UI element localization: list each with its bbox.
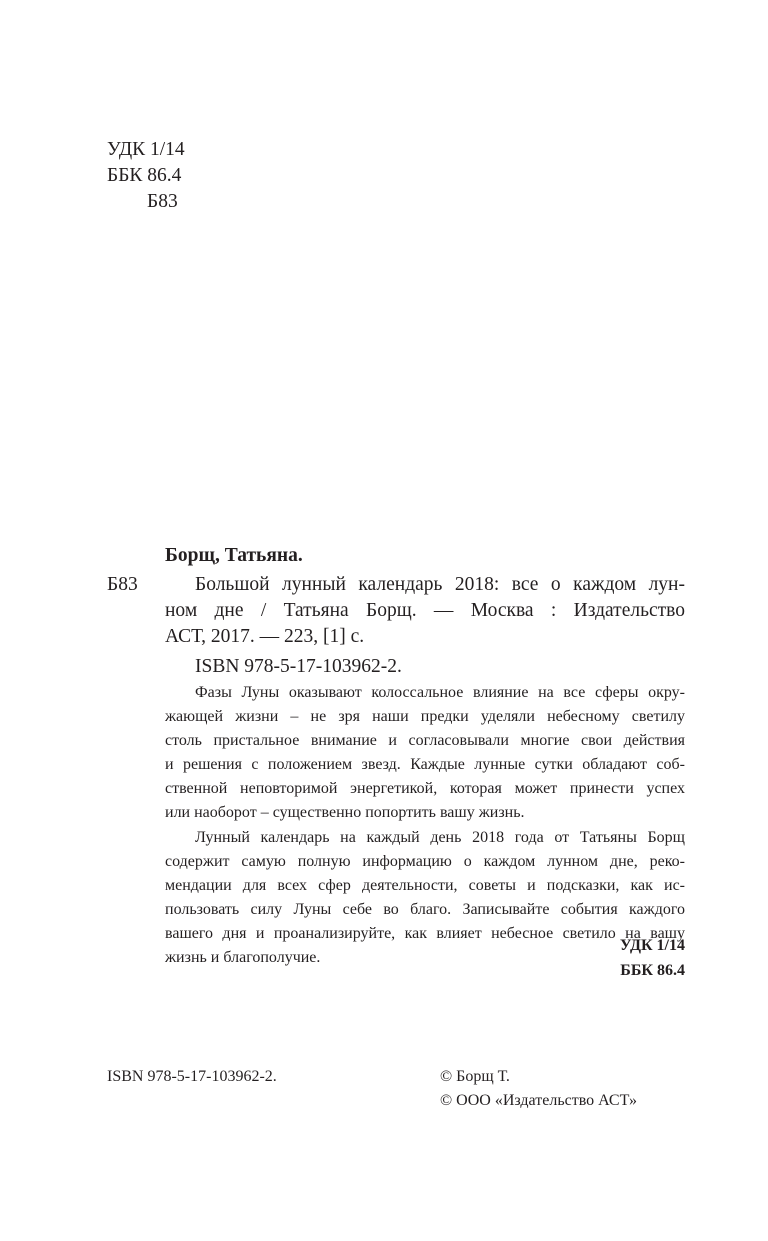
annotation-line: ственной неповторимой энергетикой, которая может принести успех: [165, 780, 685, 797]
footer-copyright-author: © Борщ Т.: [440, 1068, 510, 1085]
annotation-line: или наоборот – существенно попортить вашу жизнь.: [165, 804, 525, 821]
record-author: Борщ, Татьяна.: [165, 545, 303, 566]
record-code: Б83: [107, 574, 138, 595]
record-isbn: ISBN 978-5-17-103962-2.: [195, 656, 402, 677]
annotation-line: и решения с положением звезд. Каждые лунные сутки обладают соб-: [165, 756, 685, 773]
footer-isbn: ISBN 978-5-17-103962-2.: [107, 1068, 277, 1085]
header-bbk: ББК 86.4: [107, 165, 182, 186]
annotation-line: Лунный календарь на каждый день 2018 года от Татьяны Борщ: [195, 829, 685, 846]
annotation-line: Фазы Луны оказывают колоссальное влияние на все сферы окру-: [195, 684, 685, 701]
footer-copyright-publisher: © ООО «Издательство АСТ»: [440, 1092, 637, 1109]
annotation-udk: УДК 1/14: [619, 937, 685, 954]
annotation-line: вашего дня и проанализируйте, как влияет небесное светило на вашу: [165, 925, 685, 942]
annotation-line: содержит самую полную информацию о каждом лунном дне, реко-: [165, 853, 685, 870]
annotation-bbk: ББК 86.4: [620, 962, 685, 979]
annotation-line: пользовать силу Луны себе во благо. Записывайте события каждого: [165, 901, 685, 918]
annotation-line: столь пристальное внимание и согласовывали многие свои действия: [165, 732, 685, 749]
annotation-line: жающей жизни – не зря наши предки уделяли небесному светилу: [165, 708, 685, 725]
header-author-code: Б83: [147, 191, 178, 212]
annotation-line: жизнь и благополучие.: [165, 949, 321, 966]
record-title-line: АСТ, 2017. — 223, [1] с.: [165, 626, 365, 647]
record-title-line: ном дне / Татьяна Борщ. — Москва : Издательство: [165, 600, 685, 621]
annotation-line: мендации для всех сфер деятельности, советы и подсказки, как ис-: [165, 877, 685, 894]
header-udk: УДК 1/14: [107, 139, 185, 160]
record-title-line: Большой лунный календарь 2018: все о каждом лун-: [195, 574, 685, 595]
